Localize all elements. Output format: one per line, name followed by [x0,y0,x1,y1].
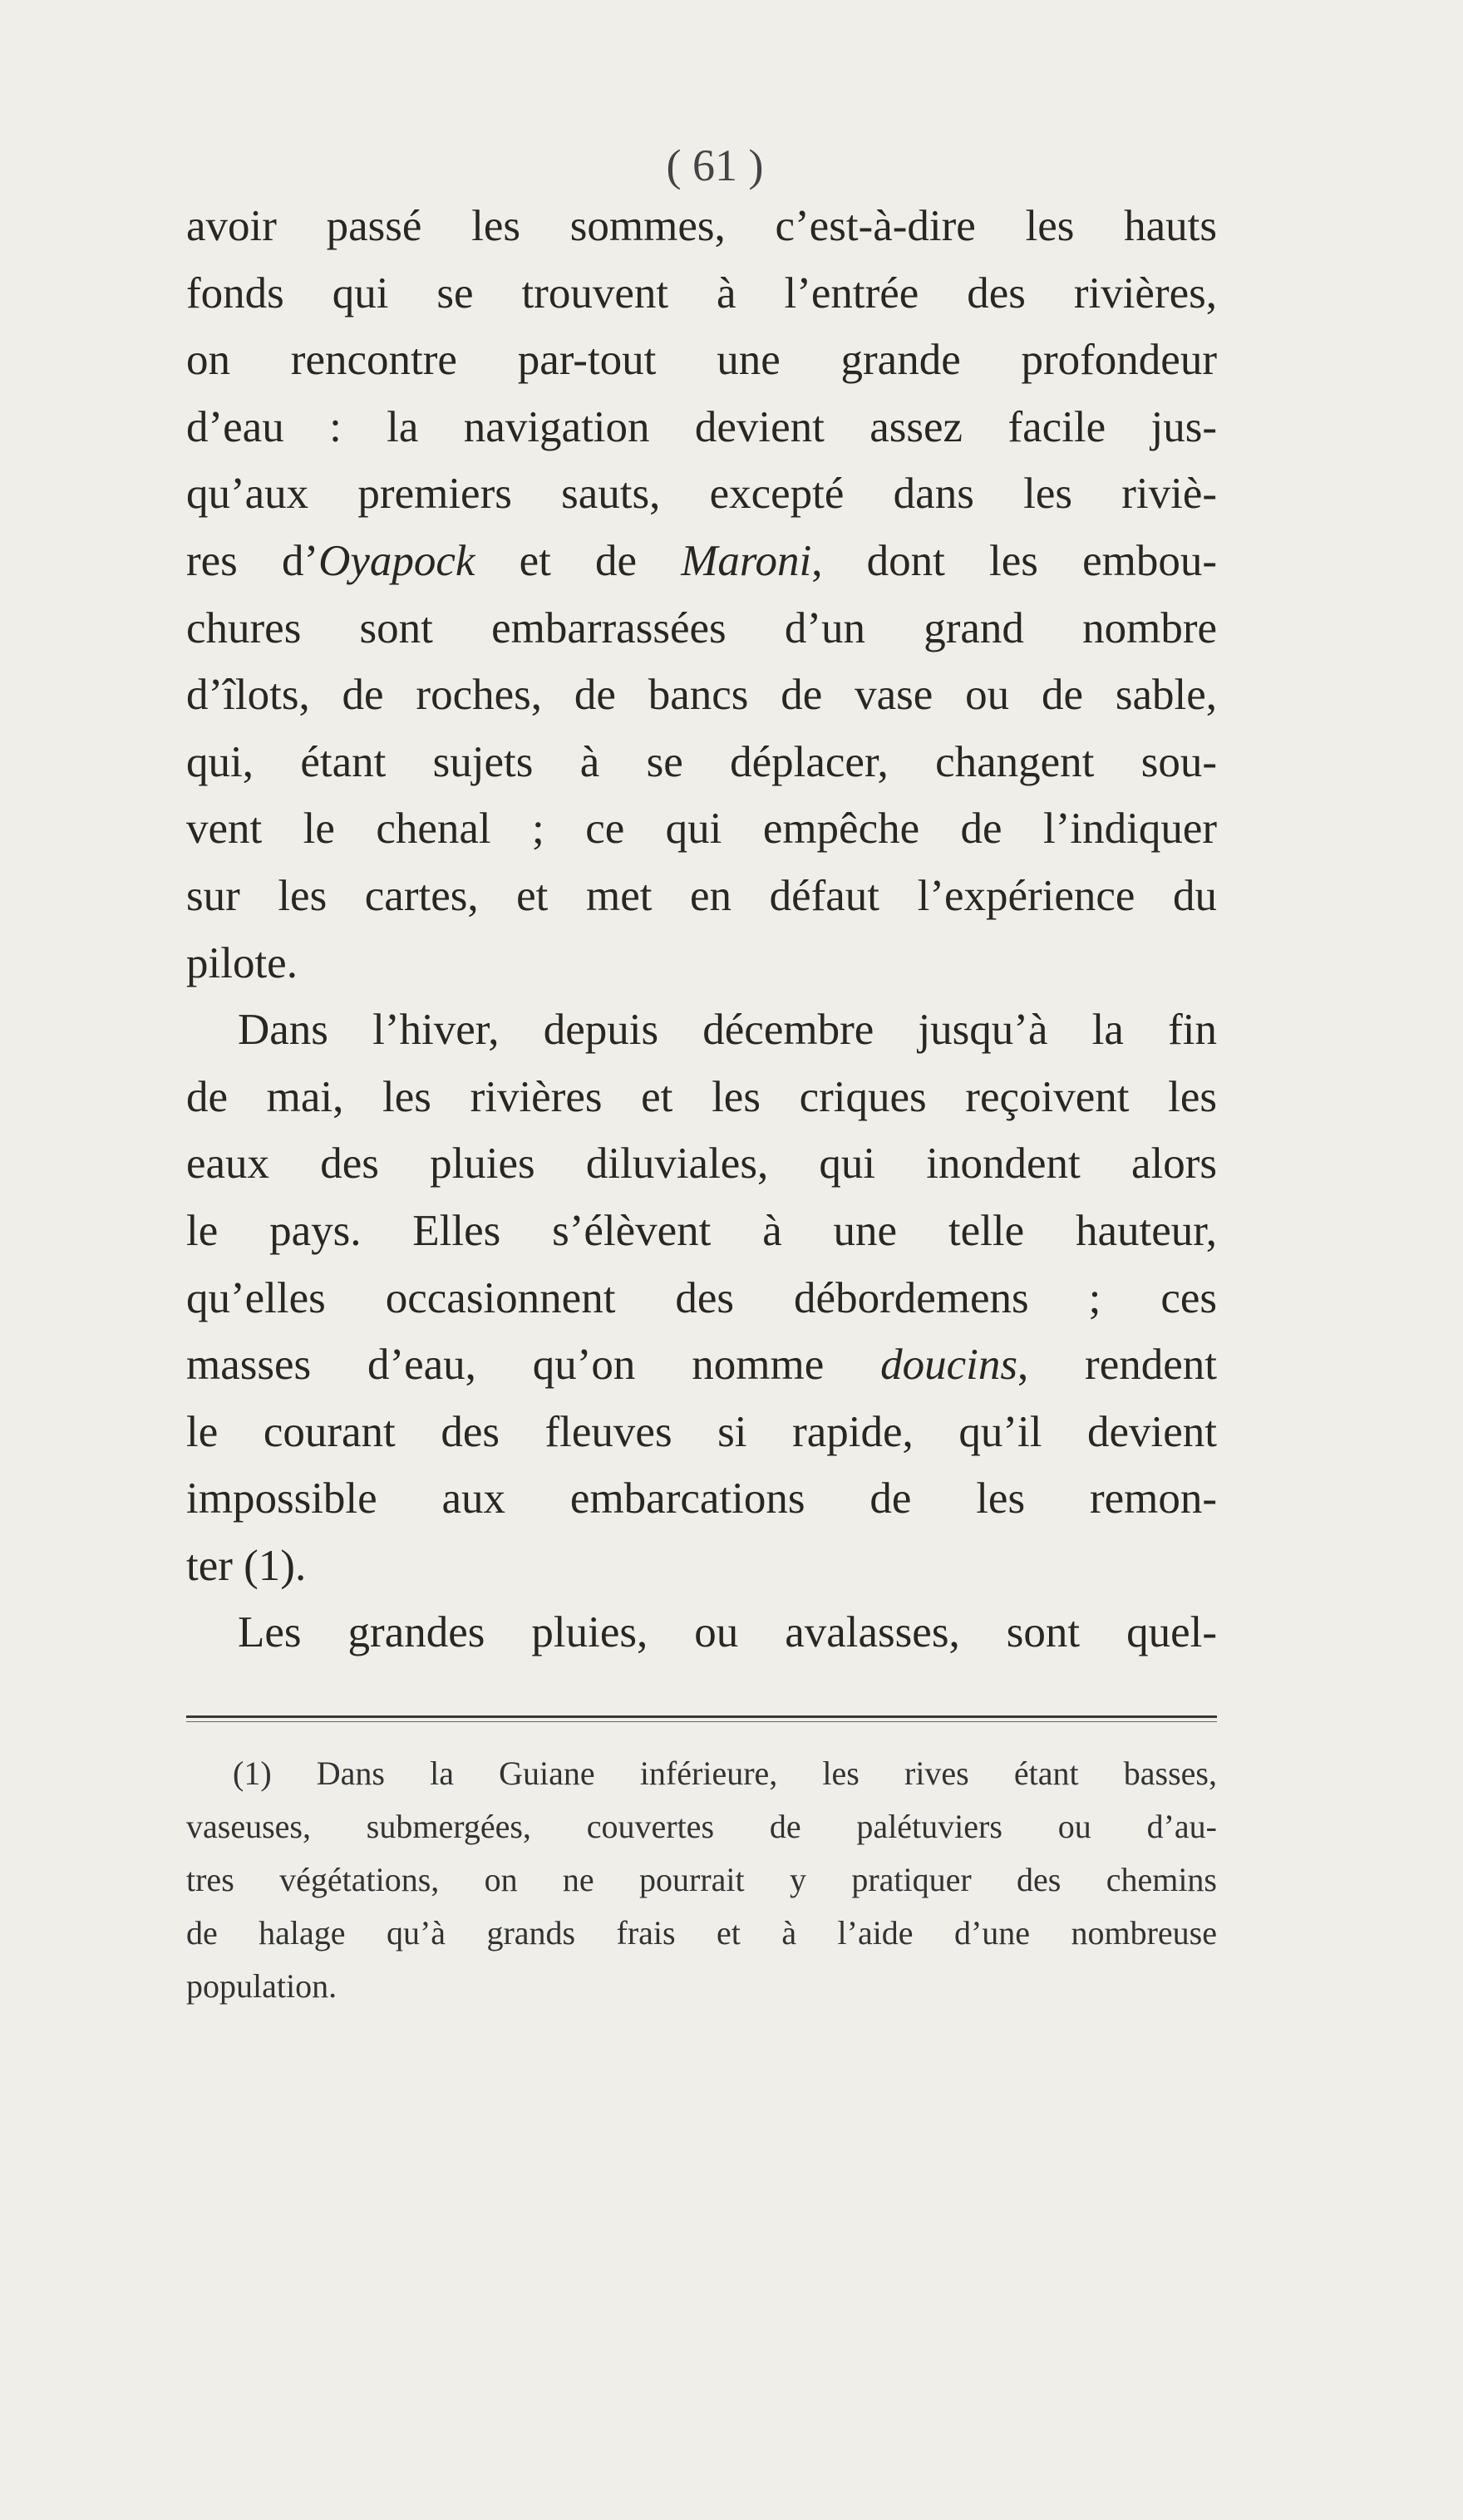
text-line: qu’elles occasionnent des débordemens ; ces [186,1273,1217,1322]
footnote-line: (1) Dans la Guiane inférieure, les rives étant basses, [233,1755,1217,1792]
text-line: chures sont embarrassées d’un grand nombre [186,603,1217,652]
text-line: Les grandes pluies, ou avalasses, sont quel- [238,1608,1217,1657]
text-line: le courant des fleuves si rapide, qu’il devient [186,1407,1217,1456]
text-line: eaux des pluies diluviales, qui inondent alors [186,1139,1217,1189]
text-line: qui, étant sujets à se déplacer, changent sou- [186,737,1217,786]
text-line [186,1331,1217,1399]
text-line: vent le chenal ; ce qui empêche de l’indiquer [186,805,1217,854]
text-run: , dont les embou- [811,536,1217,585]
text-line: d’îlots, de roches, de bancs de vase ou de sable, [186,671,1217,720]
footnote-line: population. [186,1967,337,2005]
text-line: fonds qui se trouvent à l’entrée des rivières, [186,268,1217,317]
river-name-maroni: Maroni [681,536,812,585]
text-line: sur les cartes, et met en défaut l’expérience du [186,871,1217,920]
body-text [186,193,1217,1666]
text-line [186,528,1217,595]
footnote-rule-thin [186,1721,1217,1722]
page-number: ( 61 ) [666,140,764,190]
footnote-line: vaseuses, submergées, couvertes de palétuviers ou d’au- [186,1808,1217,1845]
text-line: de mai, les rivières et les criques reçoivent les [186,1072,1217,1121]
text-line: qu’aux premiers sauts, excepté dans les riviè- [186,470,1217,519]
text-run: res d’ [186,536,319,585]
footnote-line: de halage qu’à grands frais et à l’aide d’une nombreuse [186,1914,1217,1952]
text-run: , rendent [1017,1341,1217,1390]
text-run: masses d’eau, qu’on nomme [186,1341,881,1390]
text-run: et de [475,536,682,585]
text-line: ter (1). [186,1541,307,1590]
text-line: impossible aux embarcations de les remon- [186,1474,1217,1523]
text-line: avoir passé les sommes, c’est-à-dire les hauts [186,202,1217,250]
footnote [186,1747,1217,2013]
text-line: d’eau : la navigation devient assez facile jus- [186,402,1217,451]
text-line: Dans l’hiver, depuis décembre jusqu’à la fin [238,1006,1217,1055]
text-line: on rencontre par-tout une grande profondeur [186,336,1217,385]
text-line: le pays. Elles s’élèvent à une telle hauteur, [186,1206,1217,1255]
text-line: pilote. [186,938,298,987]
term-doucins: doucins [880,1341,1017,1390]
footnote-rule [186,1715,1217,1718]
footnote-line: tres végétations, on ne pourrait y pratiquer des chemins [186,1861,1217,1898]
river-name-oyapock: Oyapock [318,536,475,585]
